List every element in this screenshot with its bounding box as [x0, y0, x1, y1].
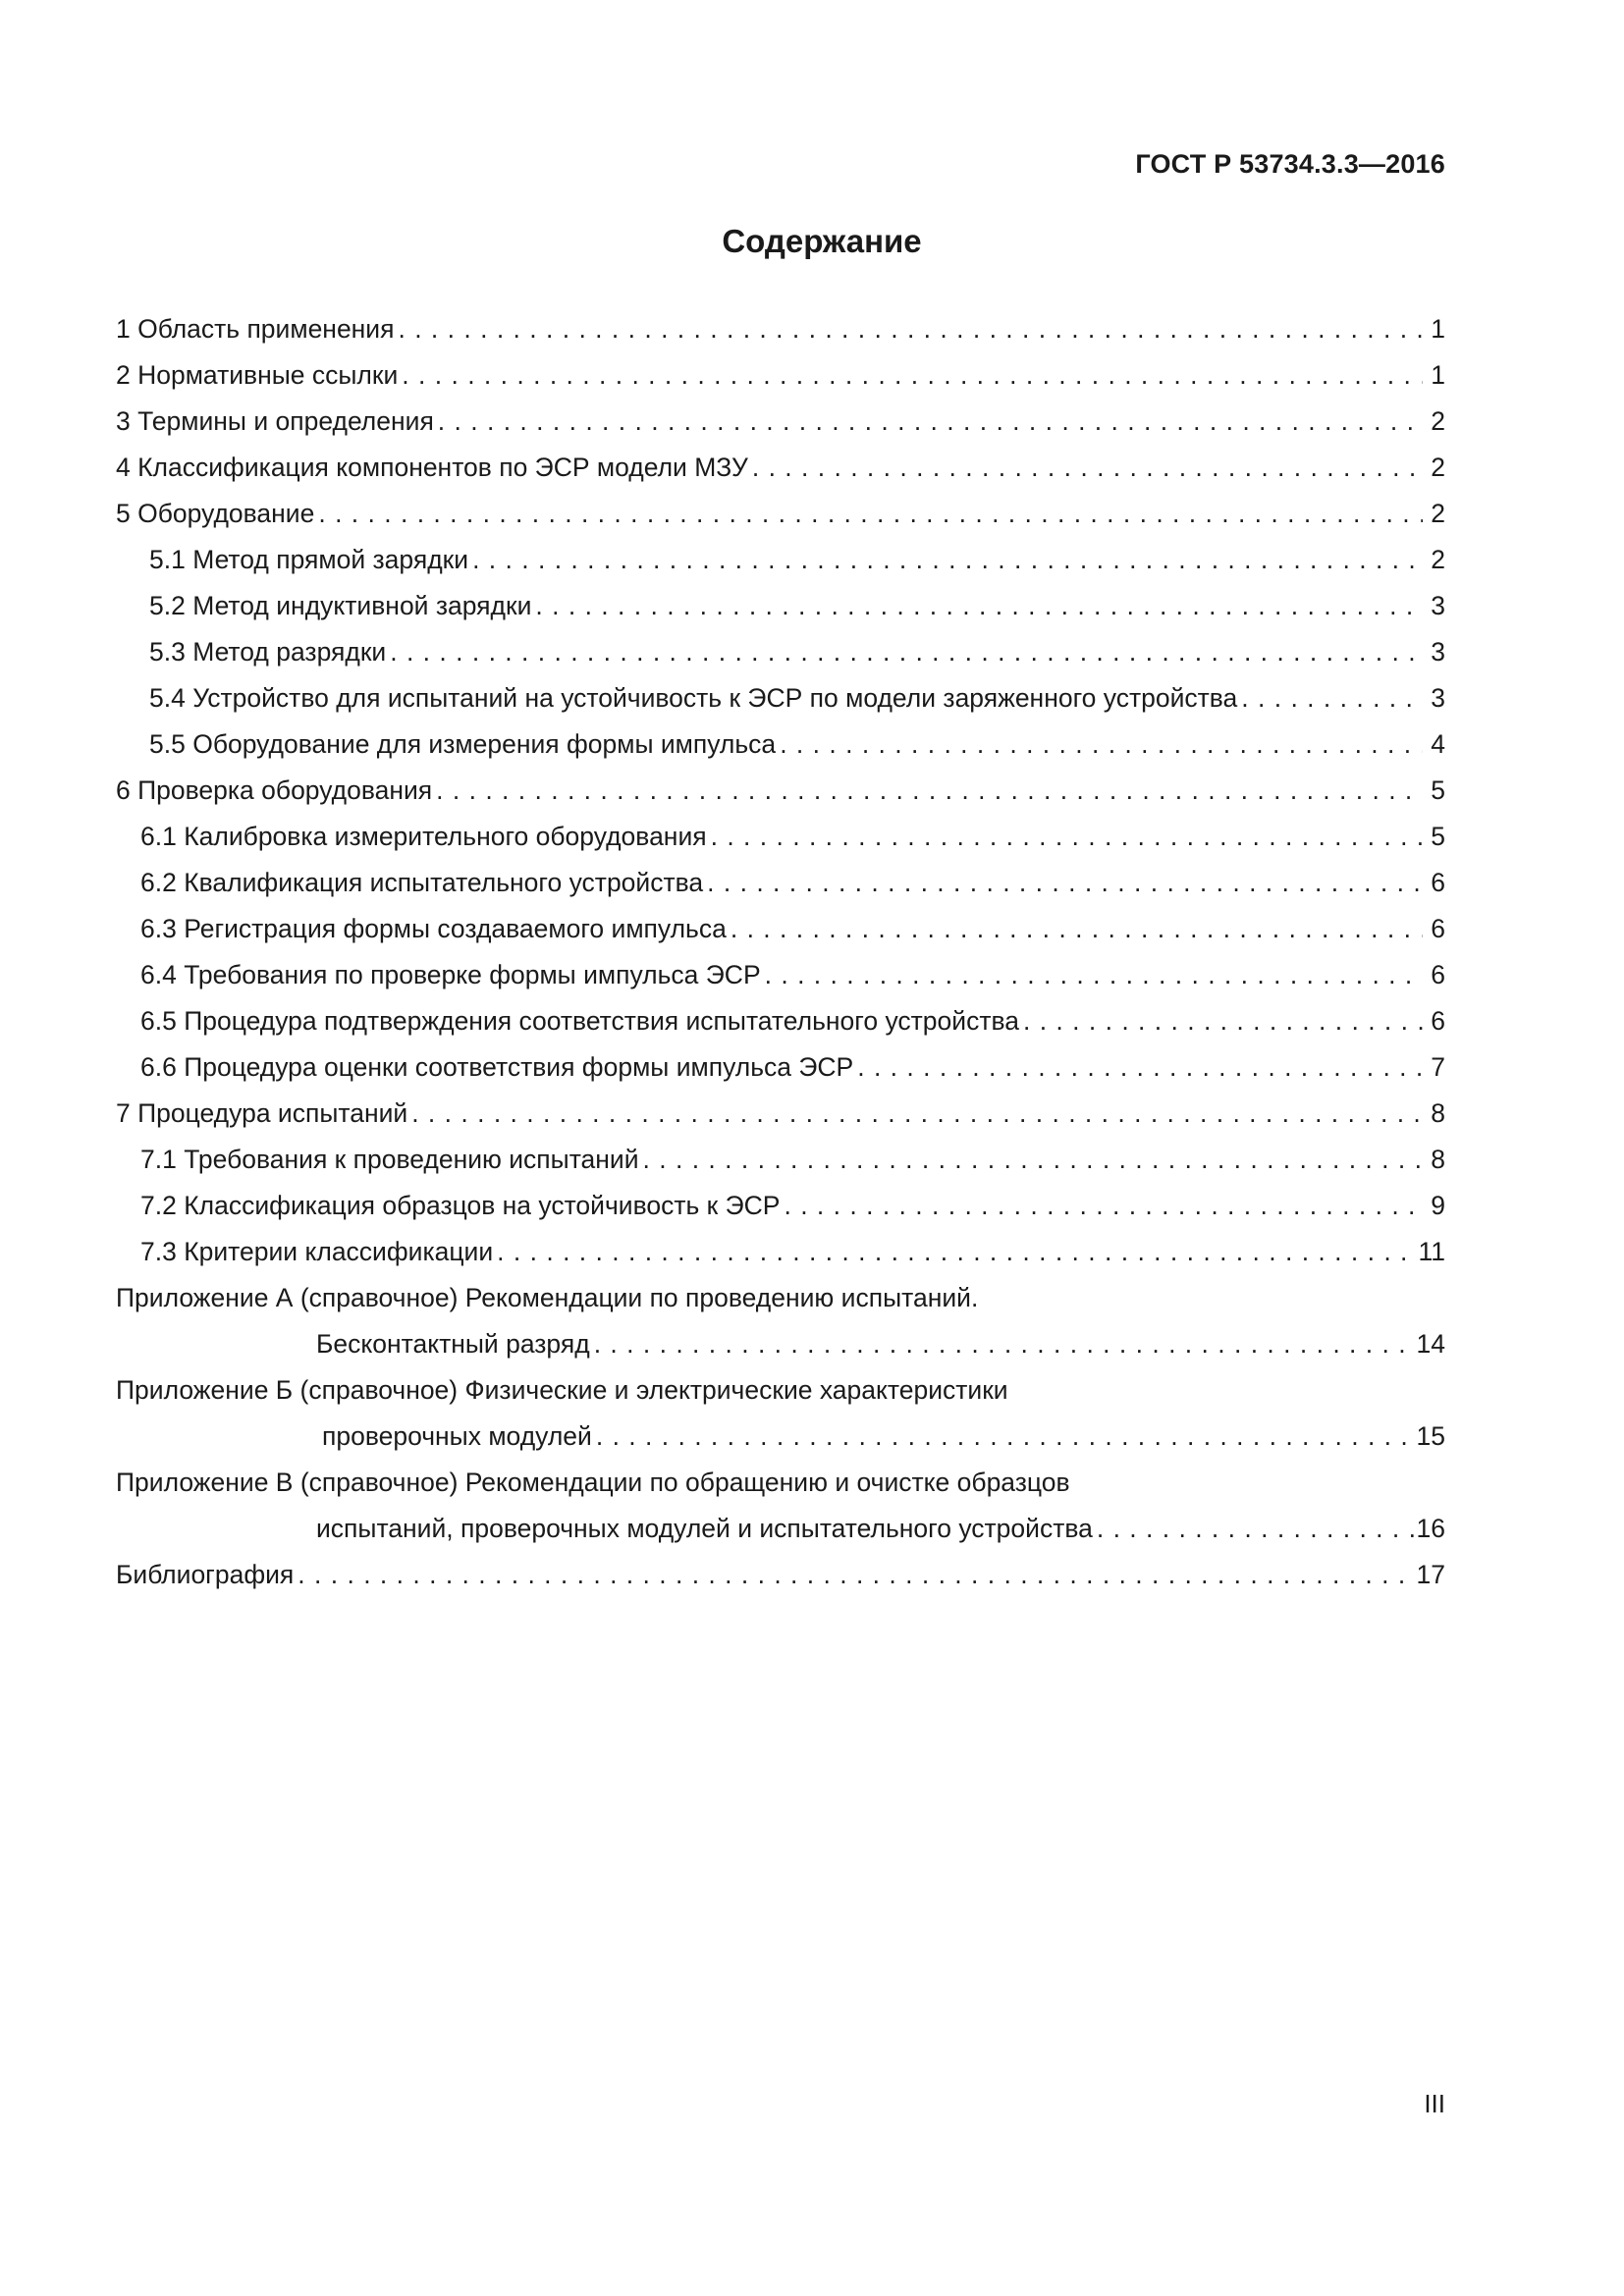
toc-entry[interactable] — [116, 952, 1445, 998]
toc-appendix-entry[interactable] — [116, 1321, 1445, 1367]
toc-entry[interactable] — [116, 721, 1445, 768]
toc-entry-page: 5 — [1431, 822, 1445, 851]
dot-leader — [1241, 675, 1423, 721]
table-of-contents — [116, 306, 1445, 1598]
toc-entry-label: 5.1 Метод прямой зарядки — [149, 545, 469, 574]
toc-entry-page: 8 — [1431, 1098, 1445, 1128]
toc-entry-label: 2 Нормативные ссылки — [116, 360, 399, 390]
dot-leader — [596, 1414, 1414, 1460]
toc-appendix-title[interactable] — [116, 1460, 1445, 1506]
toc-entry-label: испытаний, проверочных модулей и испытательного устройства — [316, 1514, 1093, 1543]
toc-entry-page: 1 — [1431, 314, 1445, 344]
toc-entry-label: 7.2 Классификация образцов на устойчивость к ЭСР — [140, 1191, 781, 1220]
document-code: ГОСТ Р 53734.3.3—2016 — [1135, 149, 1445, 179]
toc-entry-label: Библиография — [116, 1560, 295, 1589]
dot-leader — [390, 629, 1423, 675]
page-number: III — [1424, 2089, 1445, 2118]
toc-entry-label: 6.6 Процедура оценки соответствия формы импульса ЭСР — [140, 1052, 854, 1082]
dot-leader — [731, 906, 1423, 952]
dot-leader — [1023, 998, 1423, 1044]
dot-leader — [780, 721, 1423, 768]
dot-leader — [411, 1091, 1423, 1137]
toc-entry[interactable] — [116, 768, 1445, 814]
toc-entry-label: Бесконтактный разряд — [316, 1329, 590, 1359]
toc-entry-label: 6.5 Процедура подтверждения соответствия испытательного устройства — [140, 1006, 1019, 1036]
toc-entry-label: Приложение А (справочное) Рекомендации по проведению испытаний. — [116, 1283, 979, 1312]
dot-leader — [472, 537, 1423, 583]
toc-entry-page: 3 — [1431, 591, 1445, 620]
toc-entry-label: проверочных модулей — [322, 1421, 592, 1451]
dot-leader — [857, 1044, 1423, 1091]
toc-entry[interactable] — [116, 1137, 1445, 1183]
toc-entry-label: 6.3 Регистрация формы создаваемого импульса — [140, 914, 727, 943]
toc-entry[interactable] — [116, 1229, 1445, 1275]
toc-entry-page: 14 — [1416, 1329, 1445, 1359]
toc-entry[interactable] — [116, 352, 1445, 399]
toc-entry-page: 8 — [1431, 1145, 1445, 1174]
toc-entry-page: 15 — [1416, 1421, 1445, 1451]
toc-entry-page: 6 — [1431, 914, 1445, 943]
toc-entry[interactable] — [116, 629, 1445, 675]
toc-entry-label: 5.5 Оборудование для измерения формы импульса — [149, 729, 777, 759]
toc-entry-page: 17 — [1416, 1560, 1445, 1589]
toc-entry-label: 6.4 Требования по проверке формы импульса ЭСР — [140, 960, 761, 989]
toc-entry-label: 7 Процедура испытаний — [116, 1098, 408, 1128]
dot-leader — [594, 1321, 1414, 1367]
toc-entry[interactable] — [116, 1091, 1445, 1137]
toc-appendix-title[interactable] — [116, 1275, 1445, 1321]
toc-entry-label: 6.2 Квалификация испытательного устройства — [140, 868, 704, 897]
toc-entry-page: 2 — [1431, 406, 1445, 436]
toc-entry-page: 6 — [1431, 1006, 1445, 1036]
toc-appendix-entry[interactable] — [116, 1506, 1445, 1552]
toc-entry[interactable] — [116, 675, 1445, 721]
dot-leader — [438, 399, 1423, 445]
dot-leader — [497, 1229, 1415, 1275]
toc-entry-page: 3 — [1431, 683, 1445, 713]
toc-entry-label: 6.1 Калибровка измерительного оборудования — [140, 822, 707, 851]
toc-entry-label: 5.2 Метод индуктивной зарядки — [149, 591, 532, 620]
dot-leader — [535, 583, 1423, 629]
toc-entry[interactable] — [116, 998, 1445, 1044]
toc-entry-page: 2 — [1431, 545, 1445, 574]
dot-leader — [402, 352, 1423, 399]
dot-leader — [765, 952, 1423, 998]
toc-entry[interactable] — [116, 306, 1445, 352]
dot-leader — [784, 1183, 1423, 1229]
dot-leader — [752, 445, 1423, 491]
toc-entry-label: Приложение Б (справочное) Физические и электрические характеристики — [116, 1375, 1008, 1405]
toc-entry-page: 11 — [1418, 1237, 1445, 1266]
toc-entry-label: 7.1 Требования к проведению испытаний — [140, 1145, 639, 1174]
toc-entry-page: 5 — [1431, 775, 1445, 805]
toc-entry-label: Приложение В (справочное) Рекомендации по обращению и очистке образцов — [116, 1468, 1070, 1497]
toc-entry-label: 3 Термины и определения — [116, 406, 434, 436]
toc-entry[interactable] — [116, 399, 1445, 445]
toc-entry-page: 3 — [1431, 637, 1445, 667]
toc-entry[interactable] — [116, 445, 1445, 491]
dot-leader — [1097, 1506, 1414, 1552]
toc-entry-page: 16 — [1416, 1514, 1445, 1543]
toc-entry-page: 6 — [1431, 960, 1445, 989]
dot-leader — [711, 814, 1423, 860]
toc-entry-label: 5.3 Метод разрядки — [149, 637, 387, 667]
toc-entry-page: 6 — [1431, 868, 1445, 897]
page-title: Содержание — [722, 223, 922, 259]
dot-leader — [398, 306, 1423, 352]
toc-appendix-entry[interactable] — [116, 1414, 1445, 1460]
toc-entry-page: 2 — [1431, 453, 1445, 482]
dot-leader — [436, 768, 1423, 814]
toc-entry[interactable] — [116, 1183, 1445, 1229]
toc-entry[interactable] — [116, 814, 1445, 860]
toc-entry[interactable] — [116, 906, 1445, 952]
toc-entry[interactable] — [116, 491, 1445, 537]
toc-entry[interactable] — [116, 1044, 1445, 1091]
toc-entry[interactable] — [116, 583, 1445, 629]
toc-entry-page: 2 — [1431, 499, 1445, 528]
toc-entry-label: 5 Оборудование — [116, 499, 315, 528]
toc-entry[interactable] — [116, 860, 1445, 906]
dot-leader — [707, 860, 1423, 906]
toc-entry-label: 7.3 Критерии классификации — [140, 1237, 494, 1266]
toc-entry-page: 4 — [1431, 729, 1445, 759]
dot-leader — [298, 1552, 1413, 1598]
toc-entry-page: 9 — [1431, 1191, 1445, 1220]
toc-entry-page: 1 — [1431, 360, 1445, 390]
dot-leader — [643, 1137, 1423, 1183]
toc-bibliography[interactable] — [116, 1552, 1445, 1598]
toc-entry-page: 7 — [1431, 1052, 1445, 1082]
toc-entry[interactable] — [116, 537, 1445, 583]
toc-entry-label: 1 Область применения — [116, 314, 395, 344]
toc-appendix-title[interactable] — [116, 1367, 1445, 1414]
toc-entry-label: 5.4 Устройство для испытаний на устойчивость к ЭСР по модели заряженного устройства — [149, 683, 1238, 713]
toc-entry-label: 6 Проверка оборудования — [116, 775, 433, 805]
dot-leader — [318, 491, 1423, 537]
toc-entry-label: 4 Классификация компонентов по ЭСР модели МЗУ — [116, 453, 748, 482]
